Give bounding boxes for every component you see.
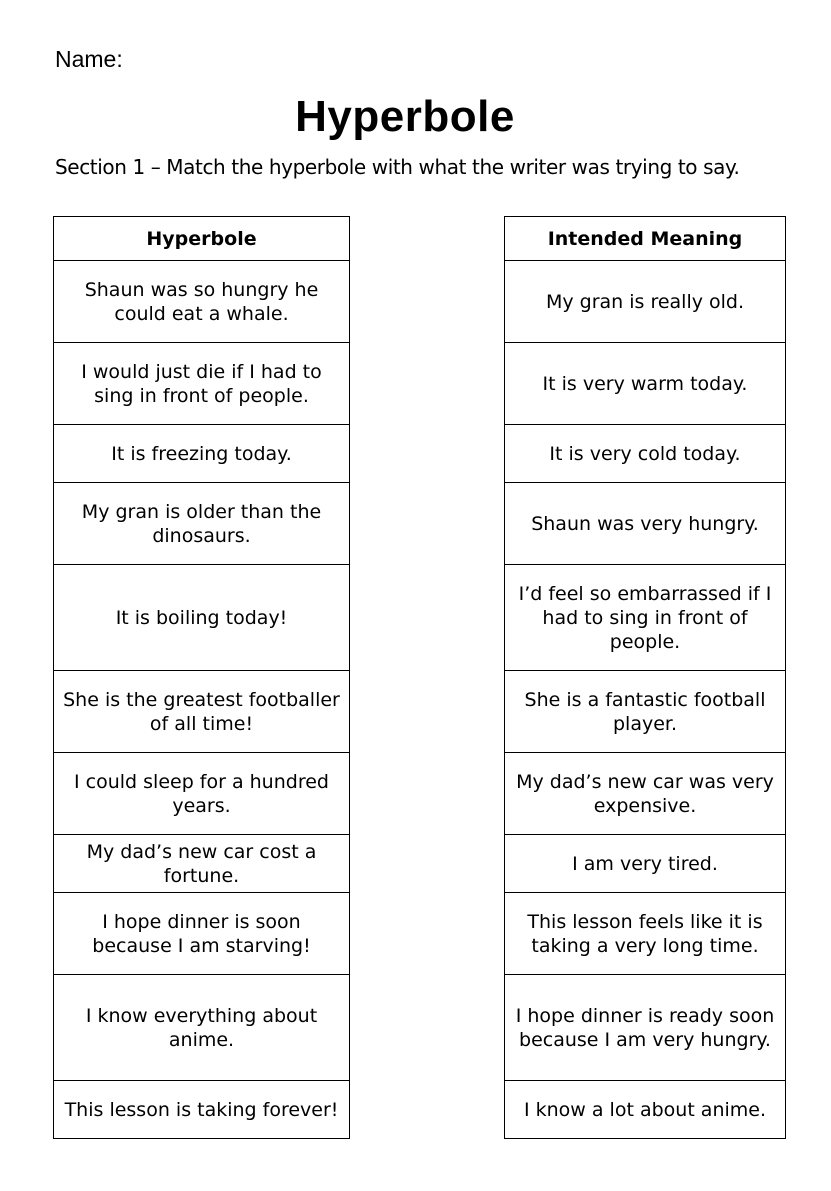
meaning-cell: My gran is really old. (505, 261, 786, 343)
meaning-cell: My dad’s new car was very expensive. (505, 753, 786, 835)
hyperbole-column-header: Hyperbole (54, 217, 350, 261)
name-label: Name: (55, 46, 123, 72)
meaning-cell: It is very warm today. (505, 343, 786, 425)
hyperbole-table (53, 216, 350, 1139)
meaning-cell: Shaun was very hungry. (505, 483, 786, 565)
hyperbole-cell: It is freezing today. (54, 425, 350, 483)
meaning-cell: I am very tired. (505, 835, 786, 893)
meaning-cell: I’d feel so embarrassed if I had to sing in front of people. (505, 565, 786, 671)
hyperbole-cell: She is the greatest footballer of all time! (54, 671, 350, 753)
hyperbole-cell: I hope dinner is soon because I am starving! (54, 893, 350, 975)
meaning-cell: She is a fantastic football player. (505, 671, 786, 753)
meaning-cell: I know a lot about anime. (505, 1081, 786, 1139)
hyperbole-cell: This lesson is taking forever! (54, 1081, 350, 1139)
meaning-cell: This lesson feels like it is taking a very long time. (505, 893, 786, 975)
hyperbole-cell: I know everything about anime. (54, 975, 350, 1081)
section-instructions: Section 1 – Match the hyperbole with what the writer was trying to say. (55, 155, 740, 179)
hyperbole-cell: It is boiling today! (54, 565, 350, 671)
meaning-table (504, 216, 786, 1139)
meaning-cell: I hope dinner is ready soon because I am very hungry. (505, 975, 786, 1081)
hyperbole-cell: My dad’s new car cost a fortune. (54, 835, 350, 893)
hyperbole-cell: I could sleep for a hundred years. (54, 753, 350, 835)
hyperbole-cell: My gran is older than the dinosaurs. (54, 483, 350, 565)
meaning-cell: It is very cold today. (505, 425, 786, 483)
meaning-column-header: Intended Meaning (505, 217, 786, 261)
hyperbole-cell: I would just die if I had to sing in front of people. (54, 343, 350, 425)
worksheet-title: Hyperbole (295, 92, 515, 141)
hyperbole-cell: Shaun was so hungry he could eat a whale. (54, 261, 350, 343)
